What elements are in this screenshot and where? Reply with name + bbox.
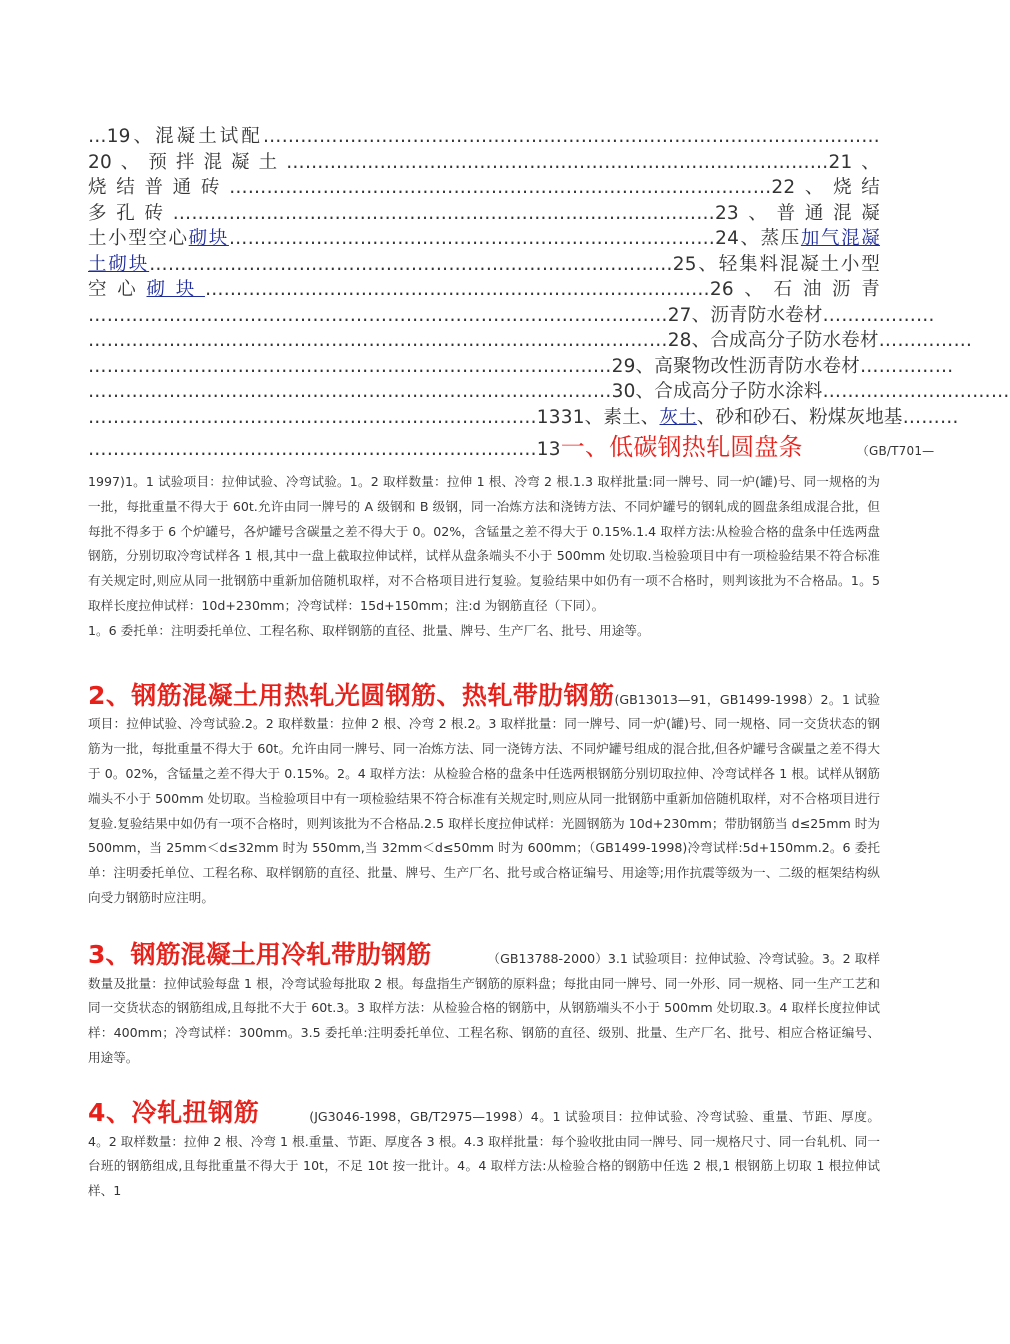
toc-line: …………………………………………………………………………………28、合成高分子防水卷材…………… xyxy=(88,330,973,351)
section-2-heading: 2、钢筋混凝土用热轧光圆钢筋、热轧带肋钢筋 xyxy=(88,680,615,710)
document-page xyxy=(88,124,1010,1204)
toc-line: …19、混凝土试配……………………………………………………………………………………… xyxy=(88,126,880,147)
section-3-body: （GB13788-2000）3.1 试验项目：拉伸试验、冷弯试验。3。2 取样数量及批量：拉伸试验每盘 1 根，冷弯试验每批取 2 根。每盘指生产钢筋的原料盘；每批由同一牌号、同一外形、同一规格、同一生产工艺和同一交货状态的钢筋组成,且每批不大于 60t.3。3 取样方法：从检验合格的钢筋中，从钢筋端头不小于 500mm 处切取.3。4 取样长度拉伸试样：400mm；冷弯试样：300mm。3.5 委托单:注明委托单位、工程名称、钢筋的直径、级别、批量、生产厂名、批号、相应合格证编号、用途等。 xyxy=(88,950,880,1065)
toc-text: 空心 xyxy=(88,279,147,300)
toc-link-soil-block[interactable]: 土砌块 xyxy=(88,253,150,275)
section-1-body: 1997)1。1 试验项目：拉伸试验、冷弯试验。1。2 取样数量：拉伸 1 根、冷弯 2 根.1.3 取样批量:同一牌号、同一炉(罐)号、同一规格的为一批，每批重量不得大于 60t.允许由同一牌号的 A 级钢和 B 级钢，同一冶炼方法和浇铸方法、不同炉罐号的钢轧成的圆盘条组成混合批，但每批不得多于 6 个炉罐号，各炉罐号含碳量之差不得大于 0。02%，含锰量之差不得大于 0.15%.1.4 取样方法:从检验合格的盘条中任选两盘钢筋，分别切取冷弯试样各 1 根,其中一盘上截取拉伸试样，试样从盘条端头不小于 500mm 处切取.当检验项目中有一项检验结果不符合标准有关规定时,则应从同一批钢筋中重新加倍随机取样，对不合格项目进行复验。复验结果中如仍有一项不合格时，则判该批为不合格品。1。5 取样长度拉伸试样：10d+230mm；冷弯试样：15d+150mm；注:d 为钢筋直径（下同）。 xyxy=(88,474,880,613)
section-2 xyxy=(88,680,880,911)
toc-line xyxy=(88,277,880,303)
section-2-body: (GB13013—91，GB1499-1998）2。1 试验项目：拉伸试验、冷弯试验.2。2 取样数量：拉伸 2 根、冷弯 2 根.2。3 取样批量：同一牌号、同一炉(罐)号、同一规格、同一交货状态的钢筋为一批，每批重量不得大于 60t。允许由同一牌号、同一冶炼方法、同一浇铸方法、不同炉罐号组成的混合批,但各炉罐号含碳量之差不得大于 0。02%，含锰量之差不得大于 0.15%。2。4 取样方法：从检验合格的盘条中任选两根钢筋分别切取拉伸、冷弯试样各 1 根。试样从钢筋端头不小于 500mm 处切取。当检验项目中有一项检验结果不符合标准有关规定时,则应从同一批钢筋中重新加倍随机取样，对不合格项目进行复验.复验结果中如仍有一项不合格时，则判该批为不合格品.2.5 取样长度拉伸试样：光圆钢筋为 10d+230mm；带肋钢筋当 d≤25mm 时为 500mm，当 25mm＜d≤32mm 时为 550mm,当 32mm＜d≤50mm 时为 600mm；（GB1499-1998)冷弯试样:5d+150mm.2。6 委托单：注明委托单位、工程名称、取样钢筋的直径、批量、牌号、生产厂名、批号或合格证编号、用途等;用作抗震等级为一、二级的框架结构纵向受力钢筋时应注明。 xyxy=(88,691,880,905)
toc-link-lime-soil[interactable]: 灰土 xyxy=(659,406,697,428)
section-3 xyxy=(88,939,880,1071)
section-1-body-commission: 1。6 委托单：注明委托单位、工程名称、取样钢筋的直径、批量、牌号、生产厂名、批号、用途等。 xyxy=(88,622,650,638)
toc-text: 、砂和砂石、粉煤灰地基……… xyxy=(696,406,959,428)
toc-text: ………………………………………………………………13 xyxy=(88,439,561,460)
toc-text: …………………………………………………………………………25、轻集料混凝土小型 xyxy=(149,253,881,275)
toc-line: …………………………………………………………………………29、高聚物改性沥青防水卷材…………… xyxy=(88,355,954,377)
section-1-standard-ref: （GB/T701— xyxy=(856,444,935,458)
toc-line: …………………………………………………………………………………27、沥青防水卷材……………… xyxy=(88,304,935,326)
section-1-heading: 一、低碳钢热轧圆盘条 xyxy=(560,433,803,461)
toc-line xyxy=(88,252,880,278)
section-3-heading: 3、钢筋混凝土用冷轧带肋钢筋 xyxy=(88,939,432,969)
section-4 xyxy=(88,1097,880,1204)
toc-link-qikuai-2[interactable]: 砌块 xyxy=(146,279,205,300)
toc-link-aerated-concrete[interactable]: 加气混凝 xyxy=(800,228,880,249)
toc-line xyxy=(88,430,935,468)
toc-text: ………………………………………………………………1331、素土、 xyxy=(88,406,660,428)
toc-line xyxy=(88,405,959,431)
toc-line: …………………………………………………………………………30、合成高分子防水涂料………………………… xyxy=(88,381,1010,402)
toc-text: ……………………………………………………………………24、蒸压 xyxy=(228,228,801,249)
toc-line xyxy=(88,226,880,252)
toc-link-qikuai[interactable]: 砌块 xyxy=(188,228,229,249)
toc-line: 20、预拌混凝土……………………………………………………………………………21、 xyxy=(88,151,880,173)
toc-line: 多孔砖……………………………………………………………………………23、普通混凝 xyxy=(88,202,880,224)
toc-text: ………………………………………………………………………26、石油沥青 xyxy=(204,279,881,300)
toc-text: 土小型空心 xyxy=(88,228,189,249)
section-4-heading: 4、冷轧扭钢筋 xyxy=(88,1097,260,1127)
table-of-contents xyxy=(88,124,1010,468)
toc-line: 烧结普通砖……………………………………………………………………………22、烧结 xyxy=(88,177,880,198)
section-4-body: (JG3046-1998，GB/T2975—1998）4。1 试验项目：拉伸试验、冷弯试验、重量、节距、厚度。4。2 取样数量：拉伸 2 根、冷弯 1 根.重量、节距、厚度各 3 根。4.3 取样批量：每个验收批由同一牌号、同一规格尺寸、同一台轧机、同一台班的钢筋组成,且每批重量不得大于 10t，不足 10t 按一批计。4。4 取样方法:从检验合格的钢筋中任选 2 根,1 根钢筋上切取 1 根拉伸试样、1 xyxy=(88,1108,880,1199)
